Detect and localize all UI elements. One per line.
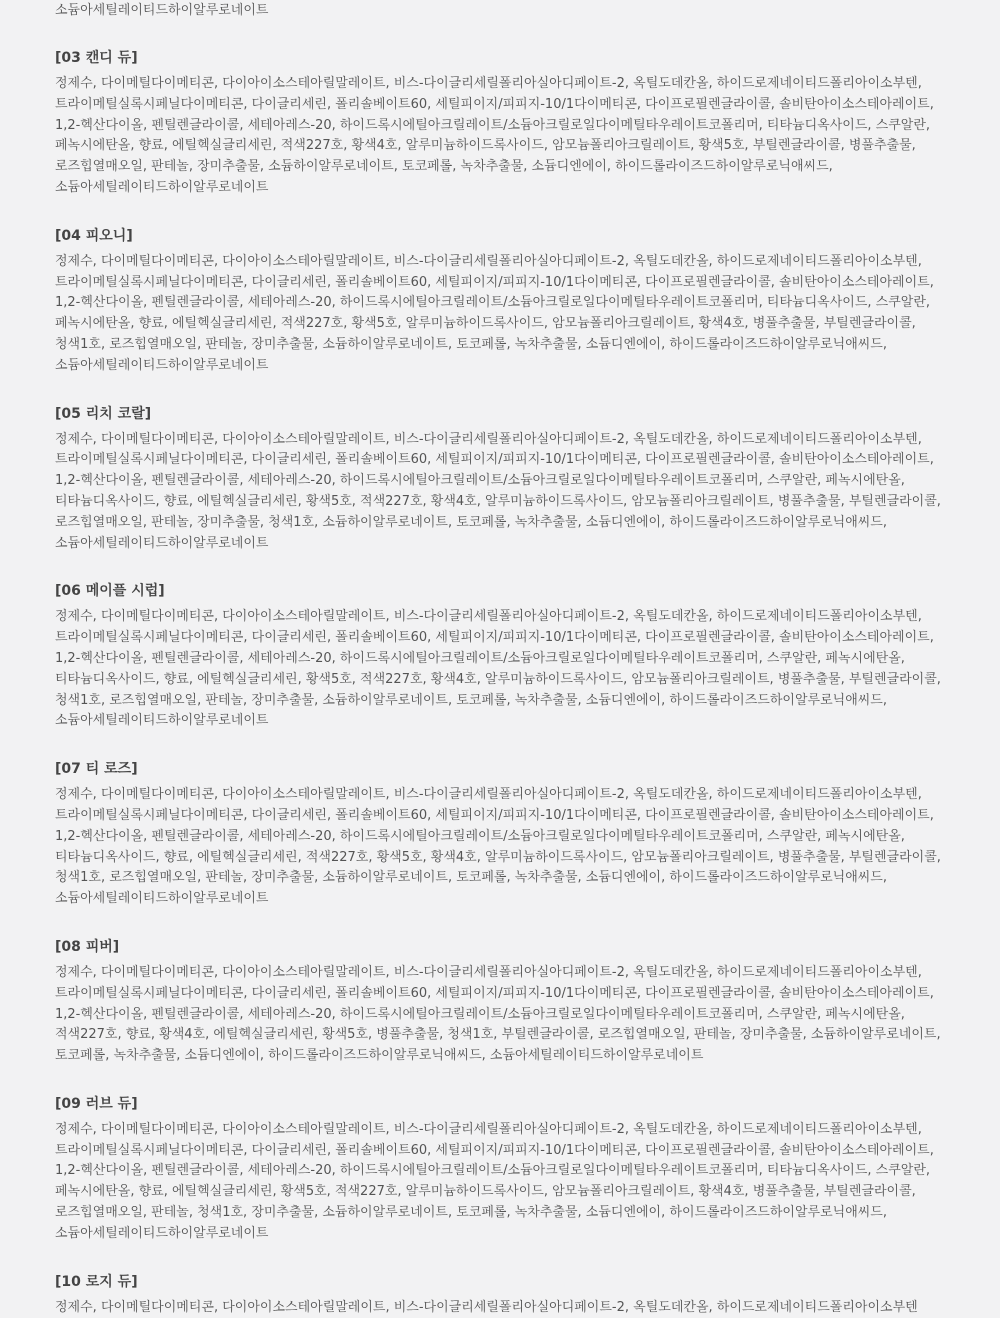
ingredient-list: 정제수, 다이메틸다이메티콘, 다이아이소스테아릴말레이트, 비스-다이글리세릴폴리아실아디페이트-2, 옥틸도데칸올, 하이드로제네이티드폴리아이소부텐, 트라이메틸실록시페닐다이메티콘, 다이글리세린, 폴리솔베이트60, 세틸피이지/피피지-10/1다이메티콘, 다이프로필렌글라이콜, 솔비탄아이소스테아레이트, 1,2-헥산다이올, 펜틸렌글라이콜, 세테아레스-20, 하이드록시에틸아크릴레이트/소듐아크릴로일다이메틸타우레이트코폴리머, 티타늄디옥사이드, 스쿠알란, 페녹시에탄올, 향료, 에틸헥실글리세린, 적색227호, 황색4호, 알루미늄하이드록사이드, 암모늄폴리아크릴레이트, 황색5호, 부틸렌글라이콜, 병풀추출물, 로즈힙열매오일, 판테놀, 장미추출물, 소듐하이알루로네이트, 토코페롤, 녹차추출물, 소듐디엔에이, 하이드롤라이즈드하이알루로닉애씨드, 소듐아세틸레이티드하이알루로네이트: [55, 76, 934, 195]
ingredients-content: [55, 0, 960, 1318]
section-title: [09 러브 듀]: [55, 1095, 138, 1112]
section-08: [55, 936, 960, 1067]
section-10: [55, 1271, 960, 1318]
section-title: [05 리치 코랄]: [55, 405, 152, 422]
ingredient-list: 정제수, 다이메틸다이메티콘, 다이아이소스테아릴말레이트, 비스-다이글리세릴폴리아실아디페이트-2, 옥틸도데칸올, 하이드로제네이티드폴리아이소부텐: [55, 1299, 918, 1315]
section-title: [10 로지 듀]: [55, 1273, 138, 1290]
ingredient-list: 정제수, 다이메틸다이메티콘, 다이아이소스테아릴말레이트, 비스-다이글리세릴폴리아실아디페이트-2, 옥틸도데칸올, 하이드로제네이티드폴리아이소부텐, 트라이메틸실록시페닐다이메티콘, 다이글리세린, 폴리솔베이트60, 세틸피이지/피피지-10/1다이메티콘, 다이프로필렌글라이콜, 솔비탄아이소스테아레이트, 1,2-헥산다이올, 펜틸렌글라이콜, 세테아레스-20, 하이드록시에틸아크릴레이트/소듐아크릴로일다이메틸타우레이트코폴리머, 티타늄디옥사이드, 스쿠알란, 페녹시에탄올, 향료, 에틸헥실글리세린, 적색227호, 황색5호, 알루미늄하이드록사이드, 암모늄폴리아크릴레이트, 황색4호, 병풀추출물, 부틸렌글라이콜, 청색1호, 로즈힙열매오일, 판테놀, 장미추출물, 소듐하이알루로네이트, 토코페롤, 녹차추출물, 소듐디엔에이, 하이드롤라이즈드하이알루로닉애씨드, 소듐아세틸레이티드하이알루로네이트: [55, 253, 934, 373]
ingredient-list: 정제수, 다이메틸다이메티콘, 다이아이소스테아릴말레이트, 비스-다이글리세릴폴리아실아디페이트-2, 옥틸도데칸올, 하이드로제네이티드폴리아이소부텐, 트라이메틸실록시페닐다이메티콘, 다이글리세린, 폴리솔베이트60, 세틸피이지/피피지-10/1다이메티콘, 다이프로필렌글라이콜, 솔비탄아이소스테아레이트, 1,2-헥산다이올, 펜틸렌글라이콜, 세테아레스-20, 하이드록시에틸아크릴레이트/소듐아크릴로일다이메틸타우레이트코폴리머, 스쿠알란, 페녹시에탄올, 적색227호, 향료, 황색4호, 에틸헥실글리세린, 황색5호, 병풀추출물, 청색1호, 부틸렌글라이콜, 로즈힙열매오일, 판테놀, 장미추출물, 소듐하이알루로네이트, 토코페롤, 녹차추출물, 소듐디엔에이, 하이드롤라이즈드하이알루로닉애씨드, 소듐아세틸레이티드하이알루로네이트: [55, 964, 941, 1064]
section-title: [03 캔디 듀]: [55, 50, 138, 66]
section-title: [08 피버]: [55, 938, 120, 955]
section-03: [55, 47, 960, 199]
ingredient-list: 정제수, 다이메틸다이메티콘, 다이아이소스테아릴말레이트, 비스-다이글리세릴폴리아실아디페이트-2, 옥틸도데칸올, 하이드로제네이티드폴리아이소부텐, 트라이메틸실록시페닐다이메티콘, 다이글리세린, 폴리솔베이트60, 세틸피이지/피피지-10/1다이메티콘, 다이프로필렌글라이콜, 솔비탄아이소스테아레이트, 1,2-헥산다이올, 펜틸렌글라이콜, 세테아레스-20, 하이드록시에틸아크릴레이트/소듐아크릴로일다이메틸타우레이트코폴리머, 스쿠알란, 페녹시에탄올, 티타늄디옥사이드, 향료, 에틸헥실글리세린, 황색5호, 적색227호, 황색4호, 알루미늄하이드록사이드, 암모늄폴리아크릴레이트, 병풀추출물, 부틸렌글라이콜, 청색1호, 로즈힙열매오일, 판테놀, 장미추출물, 소듐하이알루로네이트, 토코페롤, 녹차추출물, 소듐디엔에이, 하이드롤라이즈드하이알루로닉애씨드, 소듐아세틸레이티드하이알루로네이트: [55, 609, 941, 729]
section-06: [55, 580, 960, 732]
section-title: [06 메이플 시럽]: [55, 583, 165, 600]
section-04: [55, 225, 960, 377]
section-title: [04 피오니]: [55, 227, 133, 244]
section-09: [55, 1093, 960, 1245]
section-title: [07 티 로즈]: [55, 761, 138, 778]
ingredient-list: 정제수, 다이메틸다이메티콘, 다이아이소스테아릴말레이트, 비스-다이글리세릴폴리아실아디페이트-2, 옥틸도데칸올, 하이드로제네이티드폴리아이소부텐, 트라이메틸실록시페닐다이메티콘, 다이글리세린, 폴리솔베이트60, 세틸피이지/피피지-10/1다이메티콘, 다이프로필렌글라이콜, 솔비탄아이소스테아레이트, 1,2-헥산다이올, 펜틸렌글라이콜, 세테아레스-20, 하이드록시에틸아크릴레이트/소듐아크릴로일다이메틸타우레이트코폴리머, 스쿠알란, 페녹시에탄올, 티타늄디옥사이드, 향료, 에틸헥실글리세린, 적색227호, 황색5호, 황색4호, 알루미늄하이드록사이드, 암모늄폴리아크릴레이트, 병풀추출물, 부틸렌글라이콜, 청색1호, 로즈힙열매오일, 판테놀, 장미추출물, 소듐하이알루로네이트, 토코페롤, 녹차추출물, 소듐디엔에이, 하이드롤라이즈드하이알루로닉애씨드, 소듐아세틸레이티드하이알루로네이트: [55, 787, 941, 907]
lead-ingredient-text: 소듐아세틸레이티드하이알루로네이트: [55, 3, 269, 18]
ingredient-list: 정제수, 다이메틸다이메티콘, 다이아이소스테아릴말레이트, 비스-다이글리세릴폴리아실아디페이트-2, 옥틸도데칸올, 하이드로제네이티드폴리아이소부텐, 트라이메틸실록시페닐다이메티콘, 다이글리세린, 폴리솔베이트60, 세틸피이지/피피지-10/1다이메티콘, 다이프로필렌글라이콜, 솔비탄아이소스테아레이트, 1,2-헥산다이올, 펜틸렌글라이콜, 세테아레스-20, 하이드록시에틸아크릴레이트/소듐아크릴로일다이메틸타우레이트코폴리머, 스쿠알란, 페녹시에탄올, 티타늄디옥사이드, 향료, 에틸헥실글리세린, 황색5호, 적색227호, 황색4호, 알루미늄하이드록사이드, 암모늄폴리아크릴레이트, 병풀추출물, 부틸렌글라이콜, 로즈힙열매오일, 판테놀, 장미추출물, 청색1호, 소듐하이알루로네이트, 토코페롤, 녹차추출물, 소듐디엔에이, 하이드롤라이즈드하이알루로닉애씨드, 소듐아세틸레이티드하이알루로네이트: [55, 431, 941, 551]
ingredient-list: 정제수, 다이메틸다이메티콘, 다이아이소스테아릴말레이트, 비스-다이글리세릴폴리아실아디페이트-2, 옥틸도데칸올, 하이드로제네이티드폴리아이소부텐, 트라이메틸실록시페닐다이메티콘, 다이글리세린, 폴리솔베이트60, 세틸피이지/피피지-10/1다이메티콘, 다이프로필렌글라이콜, 솔비탄아이소스테아레이트, 1,2-헥산다이올, 펜틸렌글라이콜, 세테아레스-20, 하이드록시에틸아크릴레이트/소듐아크릴로일다이메틸타우레이트코폴리머, 티타늄디옥사이드, 스쿠알란, 페녹시에탄올, 향료, 에틸헥실글리세린, 황색5호, 적색227호, 알루미늄하이드록사이드, 암모늄폴리아크릴레이트, 황색4호, 병풀추출물, 부틸렌글라이콜, 로즈힙열매오일, 판테놀, 청색1호, 장미추출물, 소듐하이알루로네이트, 토코페롤, 녹차추출물, 소듐디엔에이, 하이드롤라이즈드하이알루로닉애씨드, 소듐아세틸레이티드하이알루로네이트: [55, 1121, 934, 1241]
section-07: [55, 758, 960, 910]
section-05: [55, 403, 960, 555]
